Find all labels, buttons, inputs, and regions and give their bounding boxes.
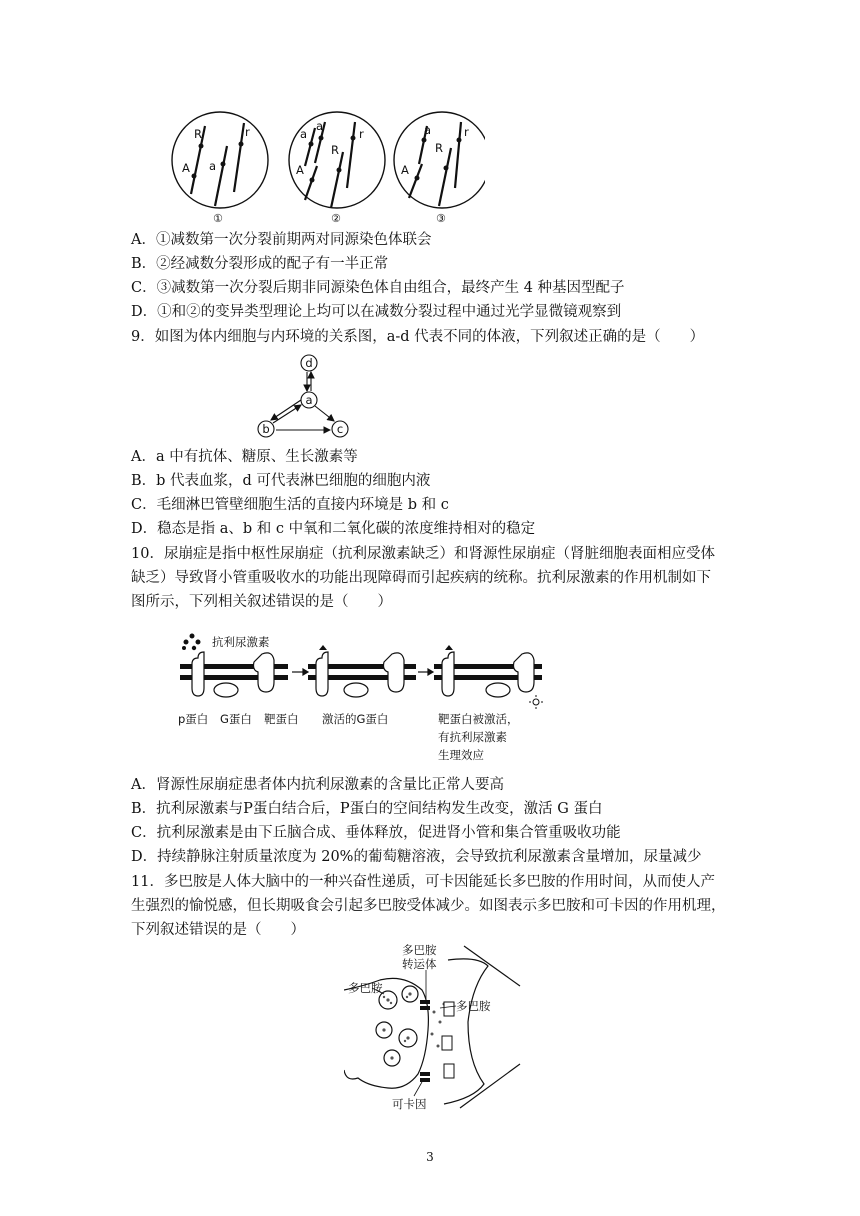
node-d: d [305,356,313,370]
q10-option-c: C．抗利尿激素是由下丘脑合成、垂体释放，促进肾小管和集合管重吸收功能 [131,825,621,841]
label-target-protein: 靶蛋白 [264,712,299,726]
q10-stem-line-2: 缺乏）导致肾小管重吸收水的功能出现障碍而引起疾病的统称。抗利尿激素的作用机制如下 [131,570,711,586]
node-c: c [336,422,344,436]
q11-stem-line-3: 下列叙述错误的是（ ） [131,922,305,938]
label-hormone: 抗利尿激素 [212,635,270,649]
q11-figure [344,942,524,1118]
svg-text:a: a [316,119,324,133]
label-activated-g: 激活的G蛋白 [322,712,389,726]
q9-figure [250,350,360,442]
svg-text:R: R [331,143,339,157]
svg-text:a: a [209,159,217,173]
q9-option-a: A．a 中有抗体、糖原、生长激素等 [131,449,358,465]
label-p-protein: p蛋白 [178,712,209,726]
q8-option-d: D．①和②的变异类型理论上均可以在减数分裂过程中通过光学显微镜观察到 [131,304,622,320]
node-a: a [305,393,313,407]
label-result-2: 有抗利尿激素 [438,730,507,744]
q10-stem-line-3: 图所示，下列相关叙述错误的是（ ） [131,594,392,610]
svg-text:A: A [401,163,409,177]
hormone-dots [182,634,201,651]
label-g-protein: G蛋白 [220,712,252,726]
label-transporter-2: 转运体 [402,957,437,971]
node-b: b [262,422,270,436]
q11-stem-line-2: 生强烈的愉悦感，但长期吸食会引起多巴胺受体减少。如图表示多巴胺和可卡因的作用机理， [131,898,726,914]
svg-text:r: r [464,125,469,139]
svg-text:r: r [359,127,364,141]
q9-option-b: B．b 代表血浆，d 可代表淋巴细胞的细胞内液 [131,473,431,489]
label-result-1: 靶蛋白被激活， [438,712,519,726]
q11-stem-line-1: 11．多巴胺是人体大脑中的一种兴奋性递质，可卡因能延长多巴胺的作用时间，从而使人产 [131,874,715,890]
page-number: 3 [426,1150,434,1164]
label-transporter-1: 多巴胺 [402,943,437,957]
label-result-3: 生理效应 [438,748,484,762]
label-dopamine-right: 多巴胺 [456,999,491,1013]
label-dopamine-left: 多巴胺 [348,981,383,995]
q10-option-b: B．抗利尿激素与P蛋白结合后，P蛋白的空间结构发生改变，激活 G 蛋白 [131,801,603,817]
q10-figure [176,628,556,764]
q8-fig-label-1: ① [213,212,223,225]
svg-text:A: A [296,163,304,177]
q8-figure [165,108,485,226]
svg-text:a: a [424,123,432,137]
q9-option-c: C．毛细淋巴管壁细胞生活的直接内环境是 b 和 c [131,497,449,513]
svg-text:A: A [182,161,190,175]
q8-fig-label-2: ② [331,212,341,225]
label-cocaine: 可卡因 [392,1097,427,1111]
q8-option-b: B．②经减数分裂形成的配子有一半正常 [131,256,389,272]
q10-option-a: A．肾源性尿崩症患者体内抗利尿激素的含量比正常人要高 [131,777,504,793]
q10-option-d: D．持续静脉注射质量浓度为 20%的葡萄糖溶液，会导致抗利尿激素含量增加，尿量减少 [131,849,702,865]
svg-text:R: R [435,141,443,155]
svg-text:R: R [194,127,202,141]
q9-option-d: D．稳态是指 a、b 和 c 中氧和二氧化碳的浓度维持相对的稳定 [131,521,536,537]
q8-fig-label-3: ③ [436,212,446,225]
svg-text:r: r [245,125,250,139]
svg-text:a: a [300,127,308,141]
q10-stem-line-1: 10．尿崩症是指中枢性尿崩症（抗利尿激素缺乏）和肾源性尿崩症（肾脏细胞表面相应受体 [131,546,715,562]
q8-option-c: C．③减数第一次分裂后期非同源染色体自由组合，最终产生 4 种基因型配子 [131,280,625,296]
q8-option-a: A．①减数第一次分裂前期两对同源染色体联会 [131,232,432,248]
q9-stem: 9．如图为体内细胞与内环境的关系图，a-d 代表不同的体液，下列叙述正确的是（ ） [131,329,705,345]
